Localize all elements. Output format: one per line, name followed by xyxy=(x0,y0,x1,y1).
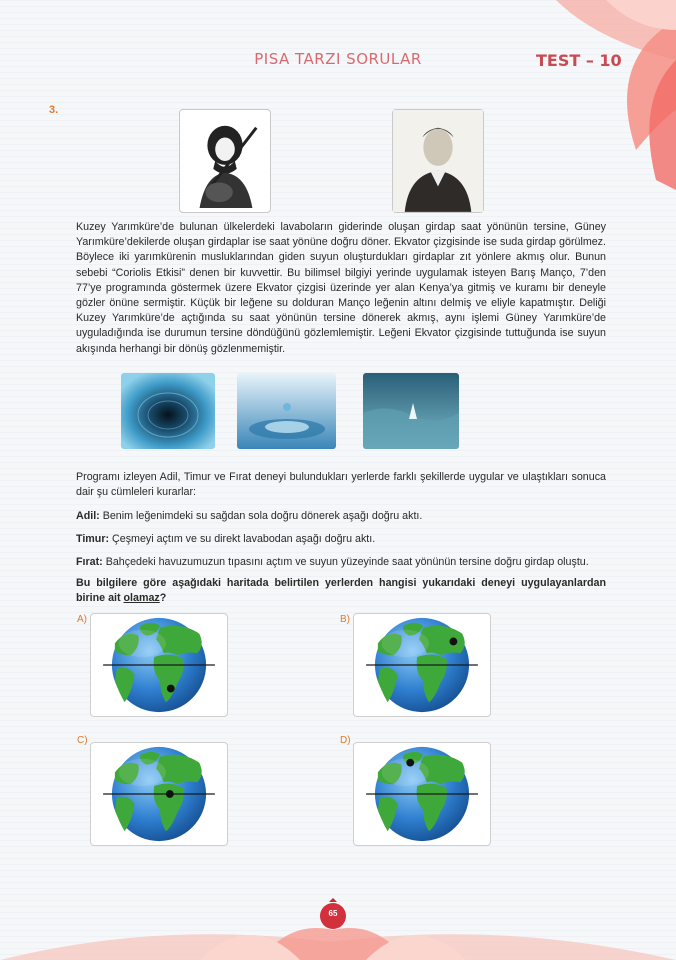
question-number: 3. xyxy=(49,104,59,116)
statement-text: Bahçedeki havuzumuzun tıpasını açtım ve suyun yüzeyinde saat yönünün tersine doğru girdap oluştu. xyxy=(105,556,589,568)
option-c-globe[interactable] xyxy=(90,742,228,846)
intro-text: Programı izleyen Adil, Timur ve Fırat deneyi bulundukları yerlerde farklı şekillerde uygular ve ulaştıkları sonuca dair şu cümleleri kurarlar: xyxy=(76,471,606,499)
statement-name: Adil: xyxy=(76,510,100,522)
prompt-end: ? xyxy=(159,592,167,605)
corner-petal-decoration xyxy=(486,0,676,190)
water-surface-photo xyxy=(363,373,459,449)
question-paragraph: Kuzey Yarımküre’de bulunan ülkelerdeki lavaboların giderinde oluşan girdap saat yönünün tersine, Güney Yarımküre’dekilerde oluşan girdaplar ise saat yönüne doğru döner. Ekvator çizgisinde ise suda girdap görülmez. Böylece iki yarımkürenin musluklarından giden suyun oluşturdukları girdaplar zıt yönlere akmış olur. Bunun sebebi “Coriolis Etkisi” denen bir kuvvettir. Bu bilimsel bilgiyi yerinde uygulamak isteyen Barış Manço, 7’den 77’ye programında göstermek üzere Ekvator çizgisi üzerinde yer alan Kenya’ya gitmiş ve kuramı bir deneyle gözler önüne sermiştir. Küçük bir leğene su dolduran Manço leğenin altını delmiş ve eliyle kapatmıştır. Deliği Kuzey Yarımküre’de açtığında su saat yönünün tersine dönerek akmış, aynı işlemi Güney Yarımküre’de uyguladığında ise durumun tersine döndüğünü gözlemlemiştir. Leğeni Ekvator çizgisinde tuttuğunda ise suyun akışında herhangi bir dönüş gözlenmemiştir. xyxy=(76,221,606,355)
option-b-label[interactable]: B) xyxy=(340,614,350,625)
whirlpool-photo-1 xyxy=(121,373,215,449)
question-prompt xyxy=(76,576,606,606)
globe-highlight xyxy=(119,759,166,786)
statement-text: Çeşmeyi açtım ve su direkt lavabodan aşağı doğru aktı. xyxy=(112,533,376,545)
prompt-emphasis: olamaz xyxy=(123,592,160,605)
location-marker xyxy=(167,685,175,693)
option-b-globe[interactable] xyxy=(353,613,491,717)
location-marker xyxy=(449,638,457,646)
test-number: TEST – 10 xyxy=(536,51,622,70)
globe-highlight xyxy=(119,630,166,657)
page-number: 65 xyxy=(328,909,338,918)
option-d-label[interactable]: D) xyxy=(340,735,351,746)
location-marker xyxy=(166,790,174,798)
statement-timur xyxy=(76,532,606,547)
option-c-label[interactable]: C) xyxy=(77,735,88,746)
globe-highlight xyxy=(382,759,429,786)
option-d-globe[interactable] xyxy=(353,742,491,846)
location-marker xyxy=(406,759,414,767)
option-a-label[interactable]: A) xyxy=(77,614,87,625)
prompt-text: Bu bilgilere göre aşağıdaki haritada belirtilen yerlerden hangisi yukarıdaki deneyi uygulayanlardan birine ait xyxy=(76,577,606,605)
globe-highlight xyxy=(382,630,429,657)
statement-firat xyxy=(76,555,606,570)
option-a-globe[interactable] xyxy=(90,613,228,717)
statement-adil xyxy=(76,509,606,524)
portrait-coriolis xyxy=(392,109,484,213)
statement-text: Benim leğenimdeki su sağdan sola doğru dönerek aşağı doğru aktı. xyxy=(102,510,423,522)
water-drop-photo xyxy=(237,373,336,449)
statement-name: Fırat: xyxy=(76,556,103,568)
statement-name: Timur: xyxy=(76,533,110,545)
portrait-barış-manço xyxy=(179,109,271,213)
header-title: PISA TARZI SORULAR xyxy=(254,50,422,68)
